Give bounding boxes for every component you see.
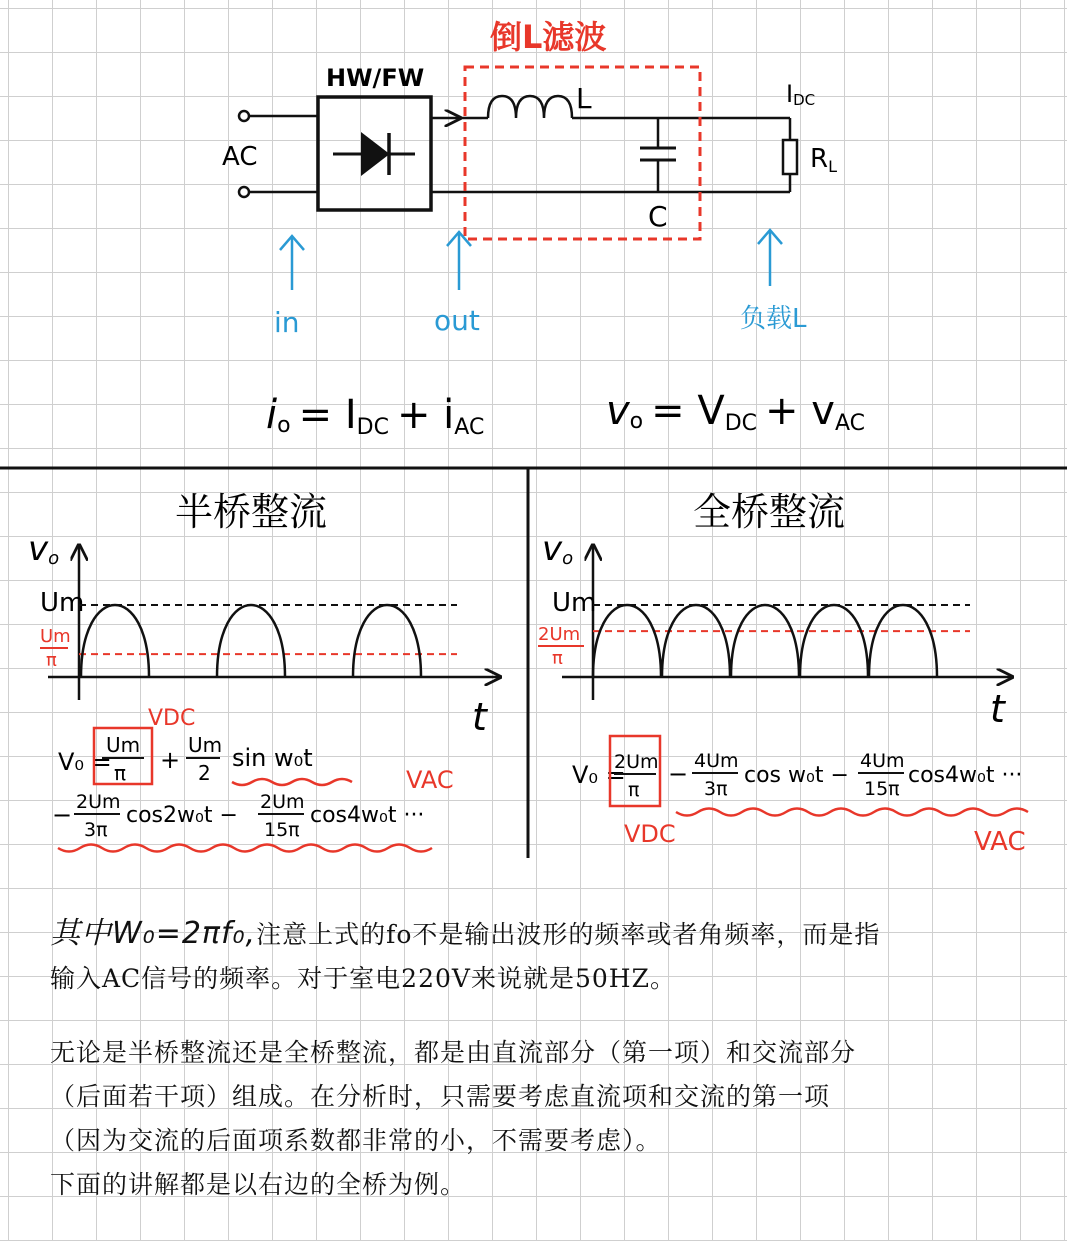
full-wave-term3-num: 4Um	[860, 750, 905, 772]
arrow-in-icon	[280, 236, 304, 290]
half-wave-term3-func: cos2w₀t −	[126, 803, 238, 828]
half-wave-term3-num: 2Um	[76, 791, 121, 813]
diode-symbol-icon	[333, 133, 415, 175]
half-wave-y-label: vo	[28, 529, 60, 569]
arrow-in-label: in	[274, 306, 300, 339]
capacitor-symbol-icon	[640, 118, 676, 192]
full-wave-vdc-label: VDC	[624, 820, 676, 848]
ac-terminal-top	[239, 111, 249, 121]
svg-text:Um: Um	[40, 626, 71, 647]
inductor-label: L	[576, 82, 592, 115]
half-wave-wavy-underline-1	[232, 779, 352, 785]
half-wave-vdc-label: VDC	[148, 706, 196, 731]
half-wave-wavy-underline-2	[58, 845, 432, 852]
voltage-equation: vo = VDC + vAC	[606, 388, 865, 436]
half-wave-vm-label: Um	[40, 588, 85, 618]
notes-line-4: （后面若干项）组成。在分析时，只需要考虑直流项和交流的第一项	[50, 1082, 831, 1111]
half-wave-term4-den: 15π	[264, 819, 300, 841]
full-wave-term3-den: 15π	[864, 778, 900, 800]
ac-label: AC	[222, 142, 258, 172]
arrow-load-label: 负载L	[740, 304, 807, 334]
full-wave-panel	[538, 490, 1028, 857]
notes-line-5: （因为交流的后面项系数都非常的小，不需要考虑）。	[50, 1126, 662, 1155]
notes-line-1-text: 注意上式的fo不是输出波形的频率或者角频率，而是指	[256, 920, 881, 949]
full-wave-term2-func: cos w₀t −	[744, 763, 849, 788]
half-wave-term2-num: Um	[188, 733, 223, 757]
arrow-out-icon	[447, 232, 471, 290]
full-wave-x-label: t	[990, 687, 1005, 731]
waveform-pulse	[593, 605, 661, 677]
half-wave-panel	[28, 490, 500, 852]
waveform-pulse	[217, 605, 285, 677]
half-wave-term4-func: cos4w₀t ···	[310, 803, 425, 828]
capacitor-label: C	[648, 200, 668, 233]
full-wave-term2-num: 4Um	[694, 750, 739, 772]
half-wave-title: 半桥整流	[175, 490, 328, 534]
waveform-pulse	[81, 605, 149, 677]
full-wave-vac-label: VAC	[974, 827, 1026, 857]
half-wave-term2-plus: +	[160, 746, 181, 774]
full-wave-term3-func: cos4w₀t ···	[908, 763, 1023, 788]
filter-title: 倒L滤波	[490, 18, 607, 56]
half-wave-avg-label	[40, 626, 71, 671]
svg-text:π: π	[552, 648, 563, 669]
idc-label: IDC	[786, 80, 816, 109]
notes-line-1	[50, 912, 1040, 957]
half-wave-term3-den: 3π	[84, 819, 108, 841]
half-wave-formula-lhs: V₀ =	[58, 748, 112, 776]
full-wave-box-den: π	[628, 779, 640, 801]
half-wave-term4-num: 2Um	[260, 791, 305, 813]
arrow-load-icon	[758, 230, 782, 286]
half-wave-term2-den: 2	[198, 761, 211, 785]
full-wave-term2-minus: −	[668, 760, 689, 788]
half-wave-term3-minus: −	[52, 801, 73, 829]
notes-section	[50, 912, 1040, 1207]
svg-text:2Um: 2Um	[538, 624, 581, 645]
full-wave-avg-label	[538, 624, 584, 669]
full-wave-box-num: 2Um	[614, 751, 659, 773]
waveform-pulse	[869, 605, 937, 677]
half-wave-plot	[79, 605, 457, 677]
notes-line-2: 输入AC信号的频率。对于室电220V来说就是50HZ。	[50, 964, 676, 993]
half-wave-vac-label: VAC	[406, 766, 454, 794]
half-wave-box-den: π	[114, 761, 127, 785]
full-wave-vm-label: Um	[552, 588, 597, 618]
inductor-symbol-icon	[488, 96, 572, 118]
full-wave-formula-lhs: V₀ =	[572, 761, 626, 789]
full-wave-plot	[593, 605, 970, 677]
full-wave-y-label: vo	[542, 529, 574, 569]
ac-terminal-bottom	[239, 187, 249, 197]
notes-formula-prefix: 其中W₀=2πf₀,	[50, 916, 257, 951]
full-wave-wavy-underline	[676, 809, 1028, 816]
arrow-out-label: out	[434, 304, 480, 337]
waveform-pulse	[800, 605, 868, 677]
full-wave-term2-den: 3π	[704, 778, 728, 800]
half-wave-term2-func: sin w₀t	[232, 744, 313, 772]
waveform-pulse	[353, 605, 421, 677]
circuit-diagram	[222, 18, 837, 339]
half-wave-box-num: Um	[106, 733, 141, 757]
current-equation: io = IDC + iAC	[266, 392, 485, 440]
notes-line-3: 无论是半桥整流还是全桥整流，都是由直流部分（第一项）和交流部分	[50, 1038, 857, 1067]
waveform-pulse	[662, 605, 730, 677]
waveform-pulse	[731, 605, 799, 677]
notes-line-6: 下面的讲解都是以右边的全桥为例。	[50, 1170, 467, 1199]
load-label: RL	[810, 144, 837, 176]
full-wave-title: 全桥整流	[693, 490, 846, 534]
svg-text:π: π	[46, 650, 57, 671]
load-resistor-icon	[783, 140, 797, 174]
half-wave-x-label: t	[472, 695, 487, 739]
rectifier-label: HW/FW	[326, 64, 425, 92]
